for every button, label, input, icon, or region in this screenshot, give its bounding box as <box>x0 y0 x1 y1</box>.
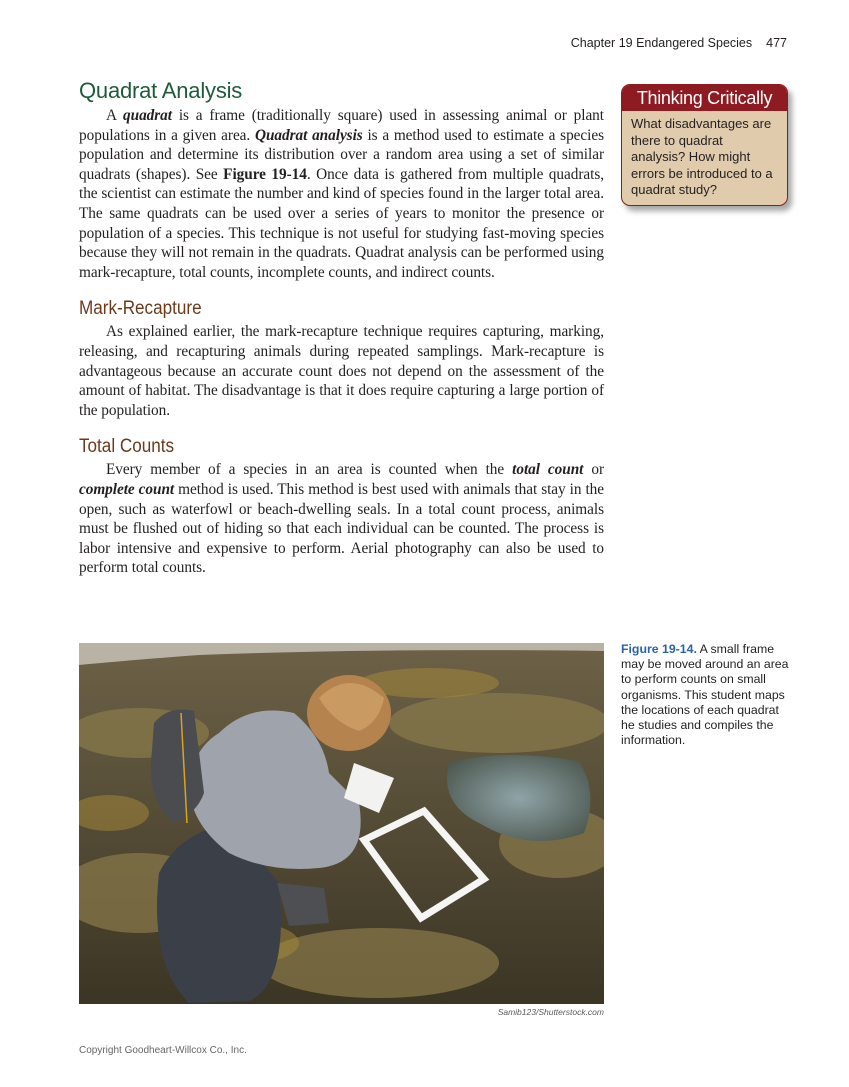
figure-label: Figure 19-14. <box>621 642 697 656</box>
main-text-column <box>79 78 604 578</box>
paragraph-total-counts: Every member of a species in an area is counted when the total count or complete count method is used. This method is best used with animals that stay in the open, such as waterfowl or beach-dwelling seals. In a total count process, animals must be flushed out of hiding so that each individual can be counted. The process is labor intensive and expensive to perform. Aerial photography can also be used to perform total counts. <box>79 461 604 577</box>
term-complete-count: complete count <box>79 480 175 498</box>
running-header <box>571 36 787 50</box>
term-total-count: total count <box>512 461 584 479</box>
section-heading-quadrat-analysis: Quadrat Analysis <box>79 78 243 103</box>
subheading-mark-recapture: Mark-Recapture <box>79 298 202 320</box>
chapter-title: Chapter 19 Endangered Species <box>570 36 753 50</box>
term-quadrat: quadrat <box>123 107 172 124</box>
thinking-critically-question: What disadvantages are there to quadrat analysis? How might errors be introduced to a quadrat study? <box>631 116 773 197</box>
copyright-footer: Copyright Goodheart-Willcox Co., Inc. <box>79 1045 247 1056</box>
page-number: 477 <box>766 36 787 50</box>
photo-credit: Samib123/Shutterstock.com <box>497 1007 604 1017</box>
figure-caption <box>621 642 791 748</box>
figure-caption-text: A small frame may be moved around an area to perform counts on small organisms. This student maps the locations of each quadrat he studies and compiles the information. <box>621 642 789 748</box>
thinking-critically-box <box>621 84 788 206</box>
subheading-total-counts: Total Counts <box>79 436 175 458</box>
student-quadrat-photo-icon <box>79 643 604 1004</box>
term-quadrat-analysis: Quadrat analysis <box>254 126 363 144</box>
thinking-critically-title: Thinking Critically <box>622 85 787 111</box>
figure-photo <box>79 643 604 1004</box>
paragraph-mark-recapture: As explained earlier, the mark-recapture technique requires capturing, marking, releasing, and recapturing animals during repeated samplings. Mark-recapture is advantageous because an accurate count does not depend on the assessment of the amount of habitat. The disadvantage is that it does require capturing a large portion of the population. <box>79 323 604 419</box>
figure-reference: Figure 19-14 <box>223 165 307 183</box>
paragraph-quadrat-analysis: A quadrat is a frame (traditionally square) used in assessing animal or plant populations in a given area. Quadrat analysis is a method used to estimate a species population and determine its distribution over a random area using a set of similar quadrats (shapes). See Figure 19-14. Once data is gathered from multiple quadrats, the scientist can estimate the number and kind of species found in the larger total area. The same quadrats can be used over a series of years to monitor the presence or population of a species. This technique is not useful for studying fast-moving species because they will not remain in the quadrats. Quadrat analysis can be performed using mark-recapture, total counts, incomplete counts, and indirect counts. <box>79 107 604 281</box>
